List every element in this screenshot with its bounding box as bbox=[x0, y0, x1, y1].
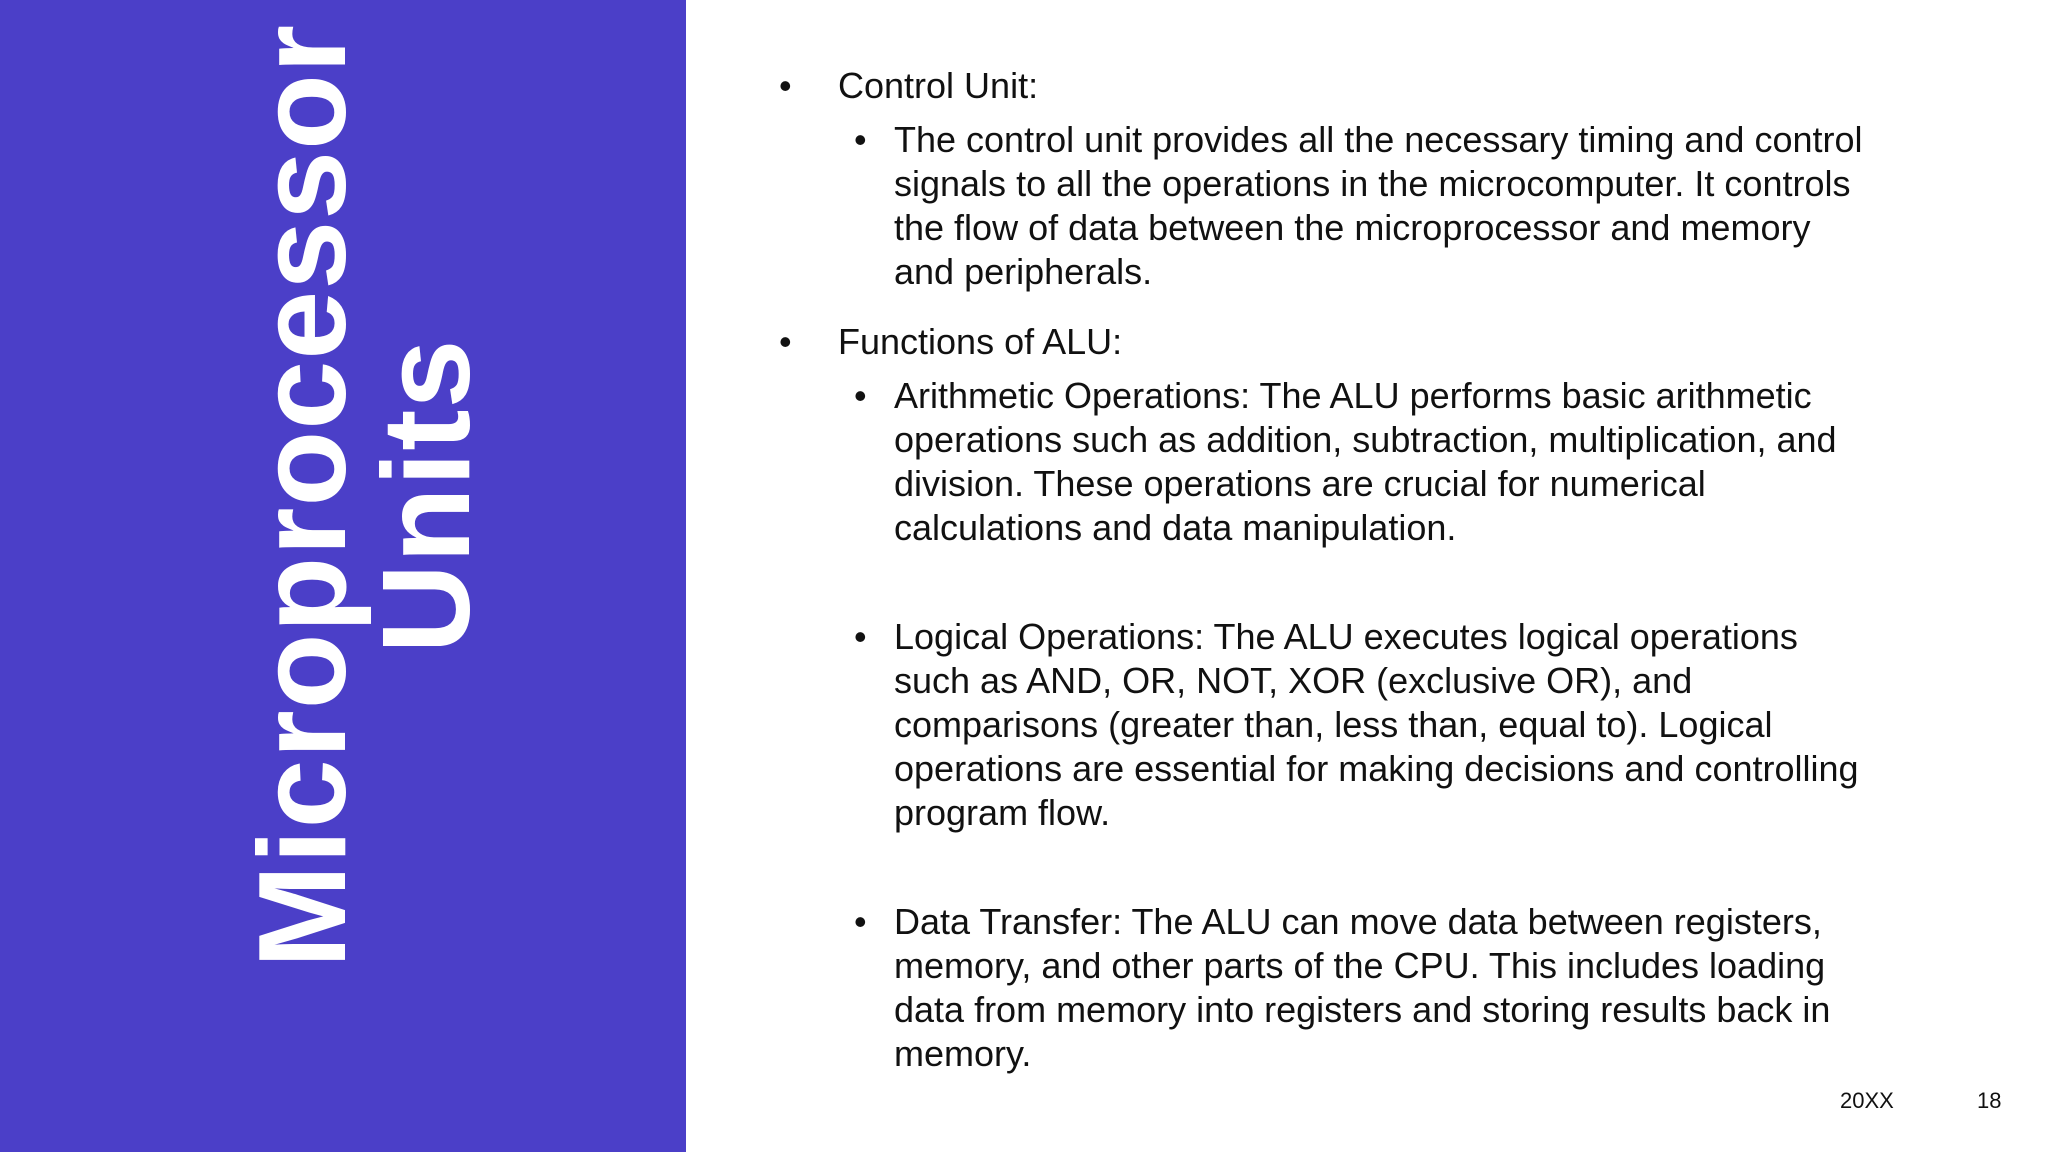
bullet-icon: • bbox=[779, 321, 792, 362]
footer-date: 20XX bbox=[1840, 1088, 1894, 1113]
bullet-icon: • bbox=[854, 901, 867, 942]
sub-bullet-arithmetic-operations bbox=[770, 374, 1870, 550]
sub-bullet-logical-operations bbox=[770, 615, 1870, 835]
title-panel bbox=[0, 0, 686, 1152]
sub-bullet-text: Arithmetic Operations: The ALU performs basic arithmetic operations such as addition, subtraction, multiplication, and division. These operations are crucial for numerical calculations and data manipulation. bbox=[894, 375, 1837, 548]
sub-bullet-control-unit-description bbox=[770, 118, 1870, 294]
bullet-icon: • bbox=[854, 616, 867, 657]
bullet-icon: • bbox=[854, 375, 867, 416]
sub-bullet-text: The control unit provides all the necessary timing and control signals to all the operations in the microcomputer. It controls the flow of data between the microprocessor and memory and peripherals. bbox=[894, 119, 1863, 292]
bullet-functions-of-alu bbox=[770, 320, 1870, 364]
bullet-control-unit bbox=[770, 64, 1870, 108]
bullet-icon: • bbox=[854, 119, 867, 160]
sub-bullet-text: Logical Operations: The ALU executes logical operations such as AND, OR, NOT, XOR (exclusive OR), and comparisons (greater than, less than, equal to). Logical operations are essential for making decisions and controlling program flow. bbox=[894, 616, 1859, 833]
bullet-icon: • bbox=[779, 65, 792, 106]
sub-bullet-text: Data Transfer: The ALU can move data between registers, memory, and other parts of the CPU. This includes loading data from memory into registers and storing results back in memory. bbox=[894, 901, 1831, 1074]
slide-number: 18 bbox=[1977, 1088, 2002, 1113]
bullet-heading: Functions of ALU: bbox=[838, 321, 1123, 362]
slide-body bbox=[770, 64, 1870, 1076]
slide-title-line-2: Units bbox=[358, 338, 496, 654]
slide-title-line-1: Microprocessor bbox=[234, 23, 372, 969]
bullet-heading: Control Unit: bbox=[838, 65, 1039, 106]
sub-bullet-data-transfer bbox=[770, 900, 1870, 1076]
slide-title bbox=[234, 23, 496, 969]
